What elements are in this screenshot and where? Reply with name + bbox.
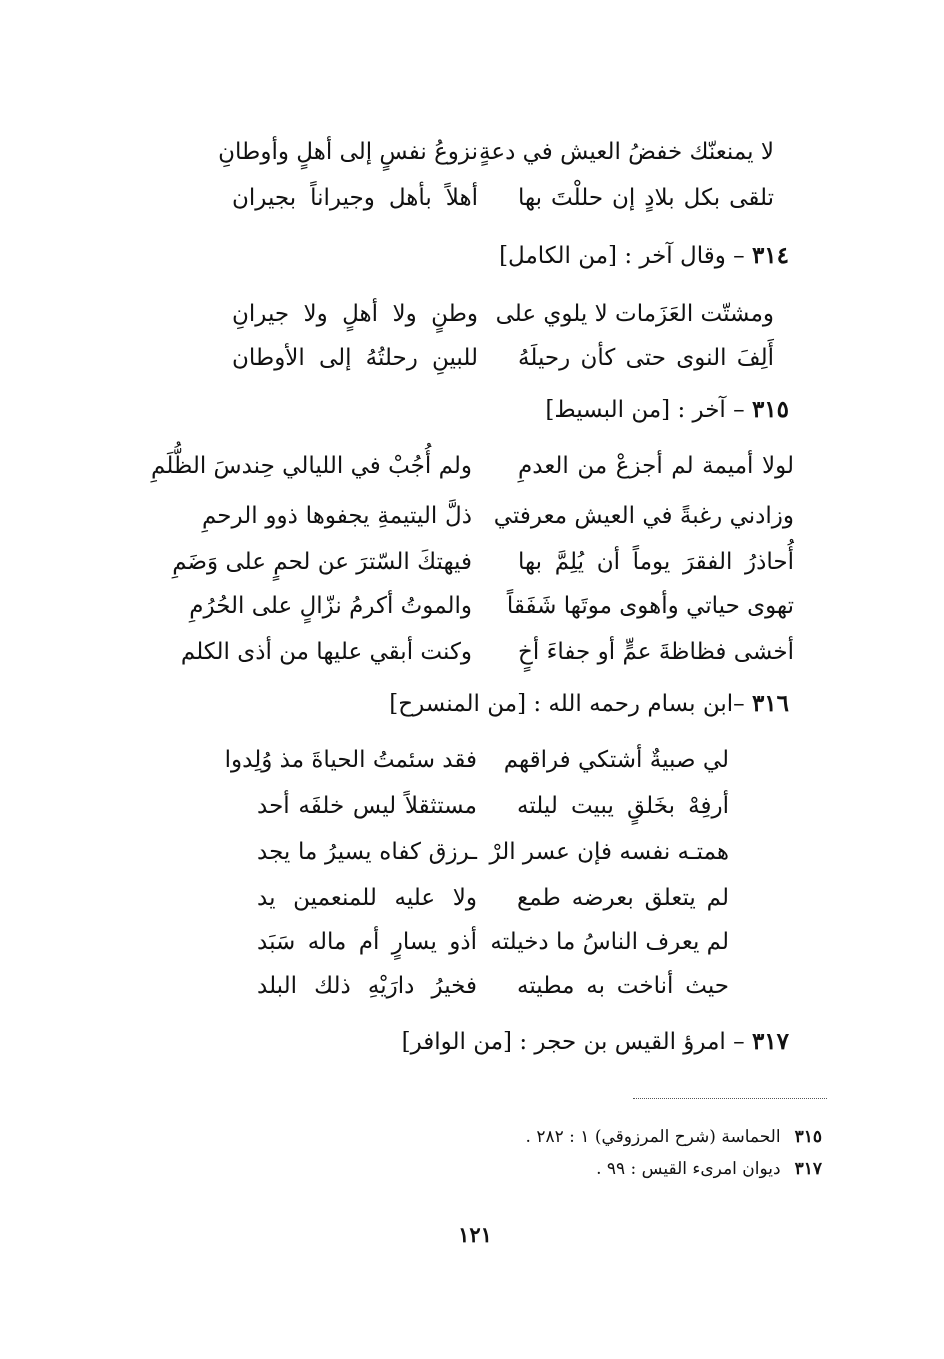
verse-second-hemistich: للبينِ رحلتُهُ إلى الأوطان: [232, 345, 478, 371]
verse-first-hemistich: أرفِهْ بخَلقٍ يبيت ليلته: [517, 793, 729, 819]
verse-line: [224, 740, 729, 780]
verse-first-hemistich: أَلِفَ النوى حتى كأن رحيلَهُ: [518, 345, 774, 371]
verse-first-hemistich: لم يتعلق بعرضه طمع: [517, 885, 729, 911]
verse-first-hemistich: لم يعرف الناسُ ما دخيلته: [490, 929, 729, 955]
verse-second-hemistich: ولم أُجُبْ في الليالي حِندسَ الظُّلَمِ: [151, 453, 472, 479]
footnote-text: ديوان امرىء القيس : ٩٩ .: [596, 1159, 781, 1179]
heading-text: –ابن بسام رحمه الله : [من المنسرح]: [389, 691, 745, 717]
verse-second-hemistich: فخيرُ دارَيْهِ ذلك البلد: [257, 973, 477, 999]
footnote: [596, 1155, 822, 1183]
verse-first-hemistich: لا يمنعنّك خفضُ العيش في دعةٍ: [479, 139, 774, 165]
verse-line: [151, 446, 794, 486]
page-number: ١٢١: [458, 1222, 492, 1247]
verse-first-hemistich: لولا أميمة لم أجزعْ من العدمِ: [518, 453, 794, 479]
entry-number: ٣١٦: [751, 690, 789, 717]
verse-second-hemistich: وكنت أبقي عليها من أذى الكلم: [180, 639, 472, 665]
verse-first-hemistich: تلقى بكل بلادٍ إن حللْتَ بها: [518, 185, 774, 211]
footnote-number: ٣١٧: [794, 1159, 822, 1179]
verse-line: [180, 632, 794, 672]
verse-second-hemistich: أهلاً بأهل وجيراناً بجيران: [232, 185, 478, 211]
verse-first-hemistich: وزادني رغبةً في العيش معرفتي: [493, 503, 794, 529]
section-heading: [545, 388, 789, 432]
heading-text: – آخر : [من البسيط]: [545, 397, 745, 423]
verse-line: [202, 496, 794, 536]
verse-line: [232, 178, 774, 218]
verse-second-hemistich: نزوعُ نفسٍ إلى أهلٍ وأوطانِ: [218, 139, 478, 165]
verse-second-hemistich: مستثقلاً ليس خلفَه أحد: [257, 793, 477, 819]
entry-number: ٣١٤: [751, 242, 789, 269]
verse-first-hemistich: لي صبيةٌ أشتكي فراقهم: [503, 747, 729, 773]
verse-second-hemistich: أذو يسارٍ أم ماله سَبَد: [257, 929, 477, 955]
verse-first-hemistich: حيث أناخت به مطيته: [517, 973, 729, 999]
verse-second-hemistich: والموتُ أكرمُ نزّالٍ على الحُرُمِ: [189, 593, 472, 619]
verse-first-hemistich: ومشتّت العَزَمات لا يلوي على: [495, 301, 774, 327]
section-heading: [402, 1020, 789, 1064]
footnote-separator: [633, 1098, 827, 1099]
heading-text: – امرؤ القيس بن حجر : [من الوافر]: [401, 1029, 745, 1055]
verse-first-hemistich: أخشى فظاظةَ عمٍّ أو جفاءَ أخٍ: [518, 639, 794, 665]
verse-first-hemistich: أُحاذرُ الفقرَ يوماً أن يُلِمَّ بها: [518, 549, 794, 575]
section-heading: [389, 682, 789, 726]
heading-text: – وقال آخر : [من الكامل]: [499, 243, 745, 269]
verse-second-hemistich: ذلَّ اليتيمةِ يجفوها ذوو الرحمِ: [202, 503, 472, 529]
footnote-number: ٣١٥: [794, 1127, 822, 1147]
verse-second-hemistich: فيهتكَ السّترَ عن لحمٍ على وَضَمِ: [172, 549, 472, 575]
verse-line: [172, 542, 794, 582]
section-heading: [499, 234, 789, 278]
verse-second-hemistich: وطنٍ ولا أهلٍ ولا جيرانِ: [232, 301, 478, 327]
verse-line: [257, 786, 729, 826]
verse-first-hemistich: تهوى حياتي وأهوى موتَها شَفَقاً: [506, 593, 794, 619]
entry-number: ٣١٧: [751, 1028, 789, 1055]
verse-second-hemistich: ولا عليه للمنعمين يد: [257, 885, 477, 911]
verse-second-hemistich: ـرزق كفاه يسيرُ ما يجد: [257, 839, 477, 865]
verse-line: [257, 878, 729, 918]
verse-line: [232, 294, 774, 334]
entry-number: ٣١٥: [751, 396, 789, 423]
verse-first-hemistich: همتـه نفسه فإن عسر الرْ: [489, 839, 729, 865]
verse-line: [257, 966, 729, 1006]
verse-second-hemistich: فقد سئمتُ الحياةَ مذ وُلِدوا: [224, 747, 477, 773]
verse-line: [189, 586, 794, 626]
footnote: [526, 1123, 822, 1151]
footnote-text: الحماسة (شرح المرزوقي) ١ : ٢٨٢ .: [525, 1127, 781, 1147]
verse-line: [257, 922, 729, 962]
verse-line: [218, 132, 774, 172]
verse-line: [257, 832, 729, 872]
verse-line: [232, 338, 774, 378]
